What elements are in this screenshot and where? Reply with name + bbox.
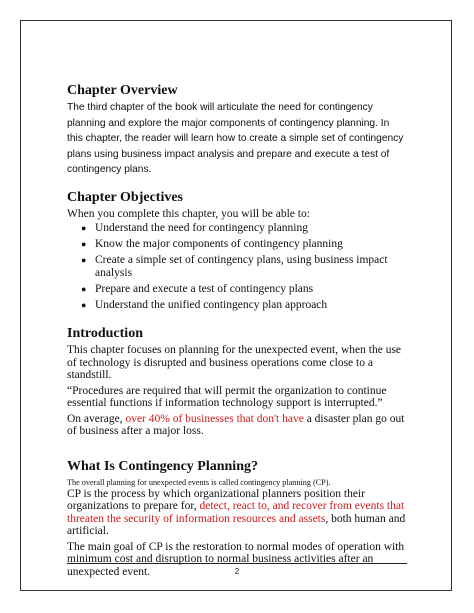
list-item: ● Prepare and execute a test of contingency plans (81, 282, 314, 295)
chapter-objectives-heading: Chapter Objectives (67, 189, 183, 205)
highlighted-phrase: detect, react to, and recover from events that threaten the security of information resources and assets (67, 500, 405, 525)
introduction-heading: Introduction (67, 326, 143, 341)
section-introduction (67, 325, 407, 438)
chapter-overview-heading: Chapter Overview (67, 83, 178, 98)
section-contingency-planning (67, 458, 407, 579)
objectives-list (67, 222, 407, 311)
list-item: ● Understand the unified contingency plan approach (81, 298, 328, 311)
introduction-quote: “Procedures are required that will permit the organization to continue essential functions if information technology support is interrupted.” (67, 384, 387, 409)
introduction-paragraph-1: This chapter focuses on planning for the unexpected event, when the use of technology is disrupted and business operations come close to a standstill. (67, 344, 402, 381)
footer-divider (67, 563, 407, 564)
list-item: ● Know the major components of contingency planning (81, 238, 343, 250)
contingency-process-paragraph: CP is the process by which organizational planners position their organizations to prepare for, detect, react to, and recover from events that threaten the security of information resources and assets, both human and artificial. (67, 487, 406, 537)
bullet-icon: ● (81, 283, 87, 294)
highlighted-statistic: over 40% of businesses that don't have (125, 412, 304, 425)
list-item: ● Create a simple set of contingency plans, using business impact analysis (81, 254, 388, 279)
contingency-goal-paragraph: The main goal of CP is the restoration to normal modes of operation with minimum cost and disruption to normal business activities after an unexpected event. (67, 540, 405, 578)
bullet-icon: ● (81, 255, 87, 265)
bullet-icon: ● (81, 223, 87, 233)
objectives-intro: When you complete this chapter, you will be able to: (67, 207, 310, 220)
bullet-icon: ● (81, 299, 87, 310)
contingency-definition: The overall planning for unexpected events is called contingency planning (CP). (67, 477, 331, 487)
introduction-paragraph-3: On average, over 40% of businesses that don't have a disaster plan go out of business after a major loss. (67, 412, 405, 437)
contingency-planning-heading: What Is Contingency Planning? (67, 458, 258, 474)
section-chapter-overview (67, 82, 407, 178)
document-body (67, 82, 407, 578)
bullet-icon: ● (81, 239, 87, 249)
section-chapter-objectives (67, 189, 407, 312)
list-item: ● Understand the need for contingency planning (81, 222, 309, 234)
page-number: 2 (234, 567, 240, 576)
chapter-overview-paragraph: The third chapter of the book will articulate the need for contingency planning and explore the major components of contingency planning. In this chapter, the reader will learn how to create a simple set of contingency plans using business impact analysis and prepare and execute a test of contingency plans. (67, 102, 404, 175)
